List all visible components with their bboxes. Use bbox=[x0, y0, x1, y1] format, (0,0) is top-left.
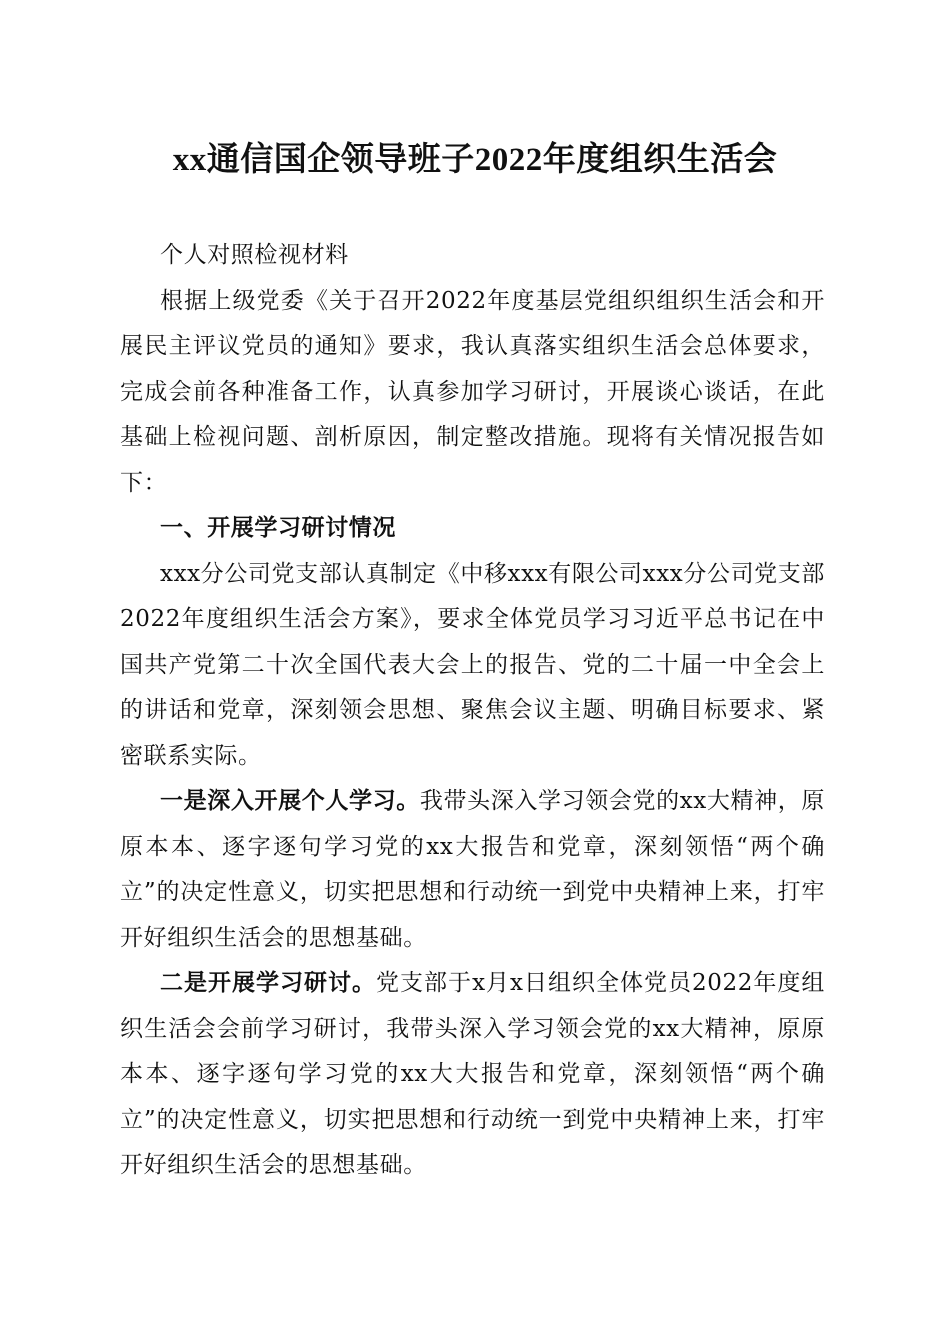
item-personal-study-lead: 一是深入开展个人学习。 bbox=[160, 788, 420, 814]
section-heading-study: 一、开展学习研讨情况 bbox=[160, 515, 396, 541]
intro-paragraph: 根据上级党委《关于召开2022年度基层党组织组织生活会和开展民主评议党员的通知》要求，我认真落实组织生活会总体要求，完成会前各种准备工作，认真参加学习研讨，开展谈心谈话，在此基础上检视问题、剖析原因，制定整改措施。现将有关情况报告如下： bbox=[120, 287, 825, 496]
item-group-study bbox=[120, 961, 825, 1189]
item-group-study-lead: 二是开展学习研讨。 bbox=[160, 970, 377, 996]
item-group-study-body: 党支部于x月x日组织全体党员2022年度组织生活会会前学习研讨，我带头深入学习领会党的xx大精神，原原本本、逐字逐句学习党的xx大大报告和党章，深刻领悟“两个确立”的决定性意义，切实把思想和行动统一到党中央精神上来，打牢开好组织生活会的思想基础。 bbox=[120, 970, 825, 1178]
document-subtitle: 个人对照检视材料 bbox=[160, 242, 349, 268]
item-personal-study bbox=[120, 779, 825, 961]
document-body bbox=[120, 233, 825, 1189]
item-personal-study-body: 我带头深入学习领会党的xx大精神，原原本本、逐字逐句学习党的xx大报告和党章，深刻领悟“两个确立”的决定性意义，切实把思想和行动统一到党中央精神上来，打牢开好组织生活会的思想基础。 bbox=[120, 788, 825, 951]
section-paragraph-study: xxx分公司党支部认真制定《中移xxx有限公司xxx分公司党支部2022年度组织生活会方案》，要求全体党员学习习近平总书记在中国共产党第二十次全国代表大会上的报告、党的二十届一中全会上的讲话和党章，深刻领会思想、聚焦会议主题、明确目标要求、紧密联系实际。 bbox=[120, 560, 825, 769]
document-title: xx通信国企领导班子2022年度组织生活会 bbox=[172, 142, 778, 178]
